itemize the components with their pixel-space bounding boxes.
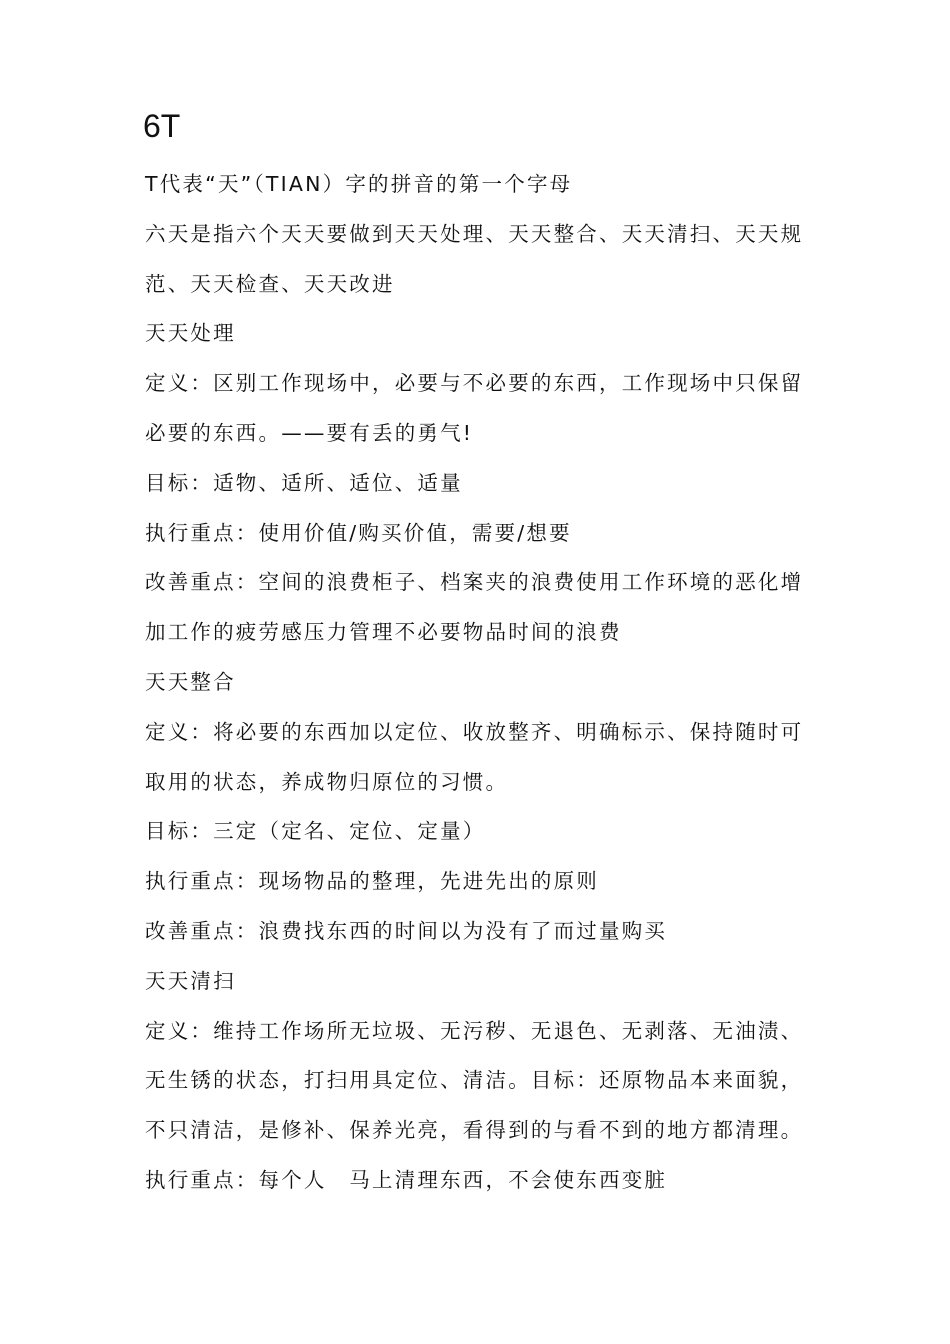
- text-line: 改善重点：空间的浪费柜子、档案夹的浪费使用工作环境的恶化增: [145, 570, 804, 595]
- text-line: 六天是指六个天天要做到天天处理、天天整合、天天清扫、天天规: [145, 221, 804, 246]
- section-heading: 天天清扫: [145, 968, 236, 993]
- text-line: 执行重点：现场物品的整理，先进先出的原则: [145, 869, 599, 894]
- section-heading: 天天整合: [145, 669, 236, 694]
- text-line: 目标：三定（定名、定位、定量）: [145, 819, 486, 844]
- text-line: T代表“天”（TIAN）字的拼音的第一个字母: [145, 172, 573, 196]
- document-body: [145, 160, 805, 1206]
- text-line: 定义：区别工作现场中，必要与不必要的东西，工作现场中只保留: [145, 371, 804, 396]
- text-line: 定义：将必要的东西加以定位、收放整齐、明确标示、保持随时可: [145, 719, 804, 744]
- text-line: 无生锈的状态，打扫用具定位、清洁。目标：还原物品本来面貌，: [145, 1068, 804, 1093]
- text-line: 目标：适物、适所、适位、适量: [145, 470, 463, 495]
- text-line: 改善重点：浪费找东西的时间以为没有了而过量购买: [145, 918, 668, 943]
- text-line: 执行重点：使用价值/购买价值，需要/想要: [145, 520, 572, 545]
- text-line: 取用的状态，养成物归原位的习惯。: [145, 769, 509, 794]
- text-line: 必要的东西。——要有丢的勇气!: [145, 420, 474, 445]
- document-title: 6T: [143, 108, 181, 144]
- text-line: 范、天天检查、天天改进: [145, 271, 395, 296]
- text-line: 加工作的疲劳感压力管理不必要物品时间的浪费: [145, 620, 622, 645]
- section-heading: 天天处理: [145, 321, 236, 346]
- text-line: 定义：维持工作场所无垃圾、无污秽、无退色、无剥落、无油渍、: [145, 1018, 804, 1043]
- text-line: 执行重点：每个人 马上清理东西，不会使东西变脏: [145, 1167, 668, 1192]
- text-line: 不只清洁，是修补、保养光亮，看得到的与看不到的地方都清理。: [145, 1118, 804, 1143]
